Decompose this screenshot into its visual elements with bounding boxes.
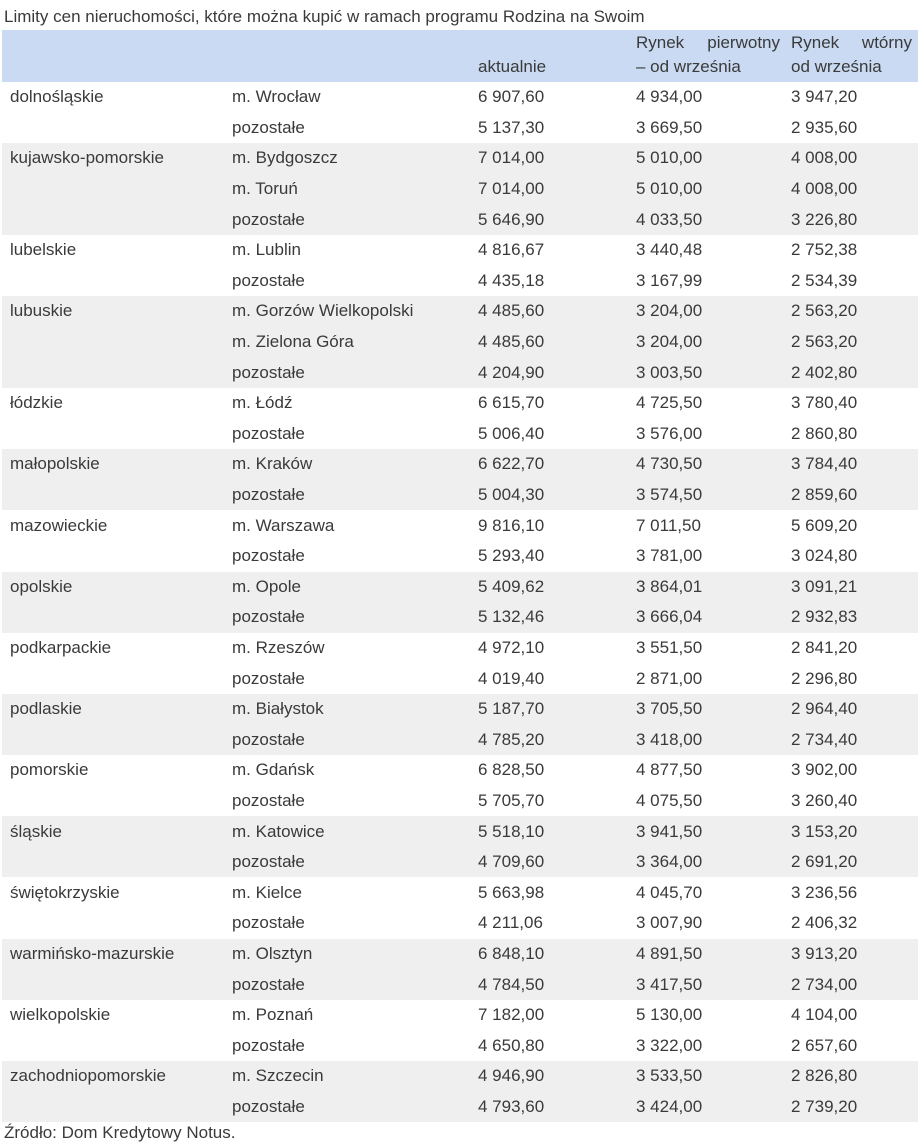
region-cell [2,602,224,633]
region-cell: śląskie [2,816,224,847]
primary-market-limit-cell: 3 705,50 [628,694,786,725]
city-cell: m. Warszawa [232,515,335,535]
secondary-market-limit-cell: 2 402,80 [786,357,918,388]
city-cell: m. Łódź [232,393,293,413]
primary-market-limit-cell: 3 364,00 [628,847,786,878]
header-region [2,30,224,82]
primary-market-limit-cell: 3 574,50 [628,480,786,511]
region-cell [2,1092,224,1123]
region-cell [2,480,224,511]
header-city [224,30,470,82]
region-cell [2,908,224,939]
header-primary-line-2: – od września [636,57,741,76]
region-group [2,82,918,143]
secondary-market-limit-cell: 2 563,20 [786,327,918,358]
table-row [2,480,918,511]
secondary-market-limit-cell: 2 841,20 [791,637,858,657]
region-group [2,877,918,938]
region-cell: warmińsko-mazurskie [2,939,224,970]
primary-market-limit-cell: 4 725,50 [636,393,703,413]
city-cell: pozostałe [232,1035,305,1055]
header-secondary-word-2: wtórny [861,33,912,52]
primary-market-limit-cell: 3 666,04 [628,602,786,633]
region-group [2,1061,918,1122]
table-row [2,694,918,725]
secondary-market-limit-cell: 2 296,80 [791,668,858,688]
current-limit-cell: 5 705,70 [478,790,545,810]
current-limit-cell: 9 816,10 [478,515,545,535]
city-cell: m. Olsztyn [224,939,470,970]
primary-market-limit-cell: 3 167,99 [636,270,703,290]
region-cell [2,419,224,450]
city-cell: m. Poznań [232,1005,314,1025]
primary-market-limit-cell: 3 941,50 [628,816,786,847]
region-cell: świętokrzyskie [10,882,120,902]
table-row [2,939,918,970]
secondary-market-limit-cell: 3 780,40 [791,393,858,413]
secondary-market-limit-cell: 4 008,00 [786,174,918,205]
current-limit-cell: 4 435,18 [478,270,545,290]
region-cell [2,327,224,358]
header-primary-word-1: Rynek [636,33,685,52]
region-cell: kujawsko-pomorskie [2,143,224,174]
current-limit-cell: 7 014,00 [470,174,628,205]
secondary-market-limit-cell: 3 024,80 [791,546,858,566]
current-limit-cell: 5 518,10 [470,816,628,847]
secondary-market-limit-cell: 5 609,20 [791,515,858,535]
secondary-market-limit-cell: 4 104,00 [791,1005,858,1025]
city-cell: pozostałe [224,969,470,1000]
region-cell [2,113,224,144]
region-cell: pomorskie [10,760,89,780]
region-cell: małopolskie [2,449,224,480]
city-cell: pozostałe [224,602,470,633]
table-row [2,847,918,878]
region-cell: wielkopolskie [10,1005,111,1025]
region-cell [2,847,224,878]
table-row [2,327,918,358]
secondary-market-limit-cell: 3 153,20 [786,816,918,847]
price-limits-table [2,30,918,1122]
header-current: aktualnie [478,57,547,76]
current-limit-cell: 5 409,62 [470,572,628,603]
primary-market-limit-cell: 3 669,50 [636,117,703,137]
primary-market-limit-cell: 3 204,00 [628,296,786,327]
city-cell: pozostałe [224,1092,470,1123]
header-secondary-market [786,30,918,82]
city-cell: m. Opole [224,572,470,603]
current-limit-cell: 4 211,06 [478,913,543,933]
table-row [2,235,918,266]
region-cell: łódzkie [10,393,63,413]
table-row [2,541,918,572]
table-row [2,786,918,817]
secondary-market-limit-cell: 2 752,38 [791,240,858,260]
region-group [2,449,918,510]
region-cell: lubelskie [10,240,77,260]
city-cell: pozostałe [232,423,305,443]
table-row [2,724,918,755]
secondary-market-limit-cell: 2 964,40 [786,694,918,725]
current-limit-cell: 5 646,90 [470,204,628,235]
region-cell: zachodniopomorskie [2,1061,224,1092]
primary-market-limit-cell: 5 010,00 [628,174,786,205]
secondary-market-limit-cell: 3 947,20 [791,87,858,107]
table-row [2,388,918,419]
region-group [2,388,918,449]
table-row [2,572,918,603]
primary-market-limit-cell: 3 576,00 [636,423,703,443]
region-group [2,296,918,388]
primary-market-limit-cell: 5 010,00 [628,143,786,174]
current-limit-cell: 5 293,40 [478,546,545,566]
secondary-market-limit-cell: 2 563,20 [786,296,918,327]
secondary-market-limit-cell: 4 008,00 [786,143,918,174]
primary-market-limit-cell: 3 440,48 [636,240,703,260]
table-title: Limity cen nieruchomości, które można kupić w ramach programu Rodzina na Swoim [4,7,645,26]
current-limit-cell: 7 014,00 [470,143,628,174]
current-limit-cell: 4 709,60 [470,847,628,878]
table-row [2,510,918,541]
region-group [2,939,918,1000]
table-row [2,174,918,205]
primary-market-limit-cell: 3 322,00 [636,1035,703,1055]
city-cell: pozostałe [224,847,470,878]
secondary-market-limit-cell: 2 826,80 [786,1061,918,1092]
table-row [2,1030,918,1061]
region-cell: lubuskie [2,296,224,327]
region-cell [2,541,224,572]
current-limit-cell: 4 946,90 [470,1061,628,1092]
table-row [2,357,918,388]
table-row [2,204,918,235]
table-row [2,296,918,327]
city-cell: m. Gorzów Wielkopolski [224,296,470,327]
table-row [2,908,918,939]
city-cell: m. Kielce [232,882,302,902]
secondary-market-limit-cell: 2 734,00 [786,969,918,1000]
primary-market-limit-cell: 3 204,00 [628,327,786,358]
primary-market-limit-cell: 3 781,00 [636,546,703,566]
current-limit-cell: 5 004,30 [470,480,628,511]
city-cell: m. Bydgoszcz [224,143,470,174]
city-cell: pozostałe [232,790,305,810]
region-cell [2,174,224,205]
current-limit-cell: 5 663,98 [478,882,545,902]
secondary-market-limit-cell: 2 406,32 [791,913,858,933]
primary-market-limit-cell: 3 864,01 [628,572,786,603]
primary-market-limit-cell: 3 007,90 [636,913,703,933]
table-row [2,755,918,786]
table-row [2,1061,918,1092]
table-row [2,969,918,1000]
current-limit-cell: 4 485,60 [470,327,628,358]
source-note: Źródło: Dom Kredytowy Notus. [4,1123,236,1142]
city-cell: m. Kraków [224,449,470,480]
table-row [2,82,918,113]
region-cell [2,357,224,388]
region-cell [2,1030,224,1061]
table-header [2,30,918,82]
primary-market-limit-cell: 3 417,50 [628,969,786,1000]
region-group [2,1000,918,1061]
header-primary-market [628,30,786,82]
region-cell [2,786,224,817]
secondary-market-limit-cell: 3 091,21 [786,572,918,603]
table-row [2,602,918,633]
current-limit-cell: 4 485,60 [470,296,628,327]
current-limit-cell: 4 816,67 [478,240,545,260]
region-group [2,633,918,694]
primary-market-limit-cell: 3 424,00 [628,1092,786,1123]
primary-market-limit-cell: 3 551,50 [636,637,703,657]
city-cell: pozostałe [232,668,305,688]
primary-market-limit-cell: 3 003,50 [628,357,786,388]
city-cell: pozostałe [232,270,305,290]
table-row [2,633,918,664]
secondary-market-limit-cell: 2 935,60 [791,117,858,137]
region-cell: dolnośląskie [10,87,104,107]
city-cell: pozostałe [232,117,305,137]
region-cell [2,969,224,1000]
current-limit-cell: 4 793,60 [470,1092,628,1123]
table-row [2,877,918,908]
header-primary-word-2: pierwotny [707,33,780,52]
region-group [2,235,918,296]
secondary-market-limit-cell: 2 691,20 [786,847,918,878]
secondary-market-limit-cell: 3 236,56 [791,882,858,902]
current-limit-cell: 6 907,60 [478,87,545,107]
primary-market-limit-cell: 4 934,00 [636,87,703,107]
secondary-market-limit-cell: 2 860,80 [791,423,858,443]
current-limit-cell: 4 650,80 [478,1035,545,1055]
region-cell: podlaskie [2,694,224,725]
secondary-market-limit-cell: 2 734,40 [786,724,918,755]
region-group [2,816,918,877]
city-cell: pozostałe [232,546,305,566]
header-secondary-line-2: od września [791,57,882,76]
secondary-market-limit-cell: 3 902,00 [791,760,858,780]
current-limit-cell: 7 182,00 [478,1005,545,1025]
primary-market-limit-cell: 3 418,00 [628,724,786,755]
region-group [2,510,918,571]
secondary-market-limit-cell: 2 739,20 [786,1092,918,1123]
primary-market-limit-cell: 5 130,00 [636,1005,703,1025]
current-limit-cell: 6 622,70 [470,449,628,480]
region-group [2,572,918,633]
secondary-market-limit-cell: 3 226,80 [786,204,918,235]
current-limit-cell: 4 019,40 [478,668,545,688]
current-limit-cell: 6 615,70 [478,393,545,413]
city-cell: m. Szczecin [224,1061,470,1092]
table-row [2,266,918,297]
city-cell: pozostałe [224,357,470,388]
secondary-market-limit-cell: 3 260,40 [791,790,858,810]
current-limit-cell: 5 137,30 [478,117,545,137]
region-group [2,755,918,816]
region-group [2,694,918,755]
region-cell [2,663,224,694]
city-cell: m. Gdańsk [232,760,315,780]
header-secondary-word-1: Rynek [791,33,840,52]
current-limit-cell: 4 972,10 [478,637,545,657]
city-cell: m. Białystok [224,694,470,725]
current-limit-cell: 4 784,50 [470,969,628,1000]
primary-market-limit-cell: 4 075,50 [636,790,703,810]
table-row [2,1092,918,1123]
table-row [2,113,918,144]
region-group [2,143,918,235]
current-limit-cell: 5 187,70 [470,694,628,725]
region-cell: mazowieckie [10,515,108,535]
region-cell [2,266,224,297]
current-limit-cell: 4 785,20 [470,724,628,755]
region-cell [2,204,224,235]
current-limit-cell: 5 132,46 [470,602,628,633]
current-limit-cell: 6 828,50 [478,760,545,780]
table-row [2,1000,918,1031]
primary-market-limit-cell: 7 011,50 [636,515,701,535]
table-row [2,419,918,450]
table-row [2,663,918,694]
table-row [2,143,918,174]
secondary-market-limit-cell: 3 784,40 [786,449,918,480]
region-cell: opolskie [2,572,224,603]
secondary-market-limit-cell: 2 534,39 [791,270,858,290]
primary-market-limit-cell: 4 730,50 [628,449,786,480]
secondary-market-limit-cell: 2 657,60 [791,1035,858,1055]
current-limit-cell: 5 006,40 [478,423,545,443]
city-cell: m. Wrocław [232,87,321,107]
city-cell: m. Toruń [224,174,470,205]
primary-market-limit-cell: 4 877,50 [636,760,703,780]
region-cell [2,724,224,755]
secondary-market-limit-cell: 3 913,20 [786,939,918,970]
primary-market-limit-cell: 4 045,70 [636,882,703,902]
city-cell: pozostałe [224,204,470,235]
primary-market-limit-cell: 4 033,50 [628,204,786,235]
region-cell: podkarpackie [10,637,112,657]
table-row [2,449,918,480]
secondary-market-limit-cell: 2 932,83 [786,602,918,633]
city-cell: pozostałe [224,480,470,511]
current-limit-cell: 4 204,90 [470,357,628,388]
city-cell: m. Zielona Góra [224,327,470,358]
primary-market-limit-cell: 4 891,50 [628,939,786,970]
city-cell: m. Lublin [232,240,301,260]
secondary-market-limit-cell: 2 859,60 [786,480,918,511]
city-cell: m. Rzeszów [232,637,325,657]
city-cell: pozostałe [224,724,470,755]
city-cell: pozostałe [232,913,305,933]
current-limit-cell: 6 848,10 [470,939,628,970]
city-cell: m. Katowice [224,816,470,847]
primary-market-limit-cell: 3 533,50 [628,1061,786,1092]
primary-market-limit-cell: 2 871,00 [636,668,703,688]
table-row [2,816,918,847]
